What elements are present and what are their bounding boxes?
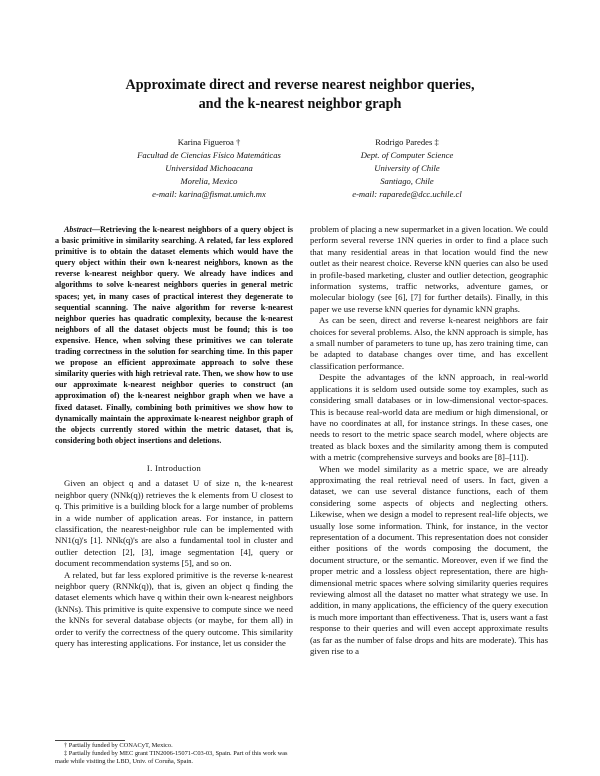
right-column bbox=[310, 224, 548, 657]
author-location: Santiago, Chile bbox=[380, 176, 434, 186]
author-block-2 bbox=[282, 136, 532, 201]
paragraph: Given an object q and a dataset U of size n, the k-nearest neighbor query (NNk(q)) retrieves the k elements from U closest to q. This primitive is a building block for a large number of problems in a wide number of application areas. For instance, in pattern classification, the nearest-neighbor rule can be implemented with NN1(q)'s [1]. NNk(q)'s are also a fundamental tool in cluster and outlier detection [2], [3], image segmentation [4], query or document recommendation systems [5], and so on. bbox=[55, 478, 293, 569]
footnotes bbox=[55, 742, 293, 767]
author-email: e-mail: karina@fismat.umich.mx bbox=[152, 189, 266, 199]
section-heading-introduction: I. Introduction bbox=[146, 462, 202, 473]
abstract bbox=[55, 224, 293, 446]
author-institution: Universidad Michoacana bbox=[165, 163, 253, 173]
author-affiliation: Dept. of Computer Science bbox=[360, 150, 454, 160]
footnote: † Partially funded by CONACyT, Mexico. bbox=[64, 742, 173, 749]
author-institution: University of Chile bbox=[374, 163, 440, 173]
author-location: Morelia, Mexico bbox=[180, 176, 238, 186]
title-line-1: Approximate direct and reverse nearest neighbor queries, bbox=[125, 77, 475, 93]
paper-title bbox=[60, 76, 540, 114]
abstract-text: —Retrieving the k-nearest neighbors of a query object is a basic primitive in similarity searching. A related, far less explored primitive is to obtain the dataset elements which would have the query object within their own k-nearest neighbors, known as the reverse k-nearest neighbor query. We already have indices and algorithms to solve k-nearest neighbors queries in general metric spaces; yet, in many cases of practical interest they degenerate to sequential scanning. The naive algorithm for reverse k-nearest neighbor queries has quadratic complexity, because the k-nearest neighbors of all the dataset objects must be found; this is too expensive. Hence, when solving these primitives we can tolerate trading correctness in the solution for searching time. In this paper we propose an efficient approximate approach to solve these similarity queries with high retrieval rate. Then, we show how to use our approximate k-nearest neighbor queries to construct (an approximation of) the k-nearest neighbor graph when we have a fixed dataset. Finally, combining both primitives we show how to dynamically maintain the approximate k-nearest neighbor graph of the objects currently stored within the metric dataset, that is, considering both object insertions and deletions. bbox=[55, 225, 293, 445]
title-line-2: and the k-nearest neighbor graph bbox=[198, 96, 402, 112]
abstract-lead: Abstract bbox=[64, 225, 92, 234]
footnote: ‡ Partially funded by MEC grant TIN2006-15071-C03-03, Spain. Part of this work was made while visiting the LBD, Univ. of Coruña, Spain. bbox=[55, 750, 288, 766]
author-affiliation: Facultad de Ciencias Físico Matemáticas bbox=[137, 150, 281, 160]
left-column bbox=[55, 224, 293, 649]
paragraph: problem of placing a new supermarket in a given location. We could perform several reverse 1NN queries in order to find a place such that many residential areas in that location would find the new outlet as their nearest choice. Reverse kNN queries can also be used in profile-based marketing, cluster and outlier detection, geographic information systems, traffic networks, adventure games, or molecular biology (see [6], [7] for further details). Finally, in this paper we use reverse kNN queries for dynamic kNN graphs. bbox=[310, 224, 548, 314]
paragraph: As can be seen, direct and reverse k-nearest neighbors are fair choices for several problems. Also, the kNN approach is simple, has a small number of parameters to tune up, has zero training time, can be adapted to database changes over time, and has excellent classification performance. bbox=[310, 315, 548, 371]
author-email: e-mail: raparede@dcc.uchile.cl bbox=[352, 189, 462, 199]
paragraph: A related, but far less explored primitive is the reverse k-nearest neighbor query (RNNk(q)), that is, given an object q finding the dataset elements which have q within their own k-nearest neighbors (kNNs). This primitive is quite expensive to compute since we need the kNNs for several database objects (or maybe, for them all) in order to verify the correctness of the query outcome. This similarity query has interesting applications. For instance, let us consider the bbox=[55, 569, 293, 648]
paragraph: When we model similarity as a metric space, we are already approximating the real retrieval need of users. In fact, given a dataset, we can use several distance functions, each of them considering some aspects of objects and neglecting others. Likewise, when we design a model to represent real-life objects, we usually lose some information. Think, for instance, in the vector representation of a document. This representation does not consider either positions of the words composing the document, the document structure, or the semantic. Moreover, even if we find the proper metric and a lossless object representation, there are high-dimensional metric spaces where solving similarity queries requires reviewing almost all the dataset no matter what strategy we use. In addition, in many applications, the efficiency of the query execution is much more important than effectiveness. That is, users want a fast response to their queries and will even accept approximate results (as far as the number of false drops and hits are moderate). This has given rise to a bbox=[310, 463, 548, 657]
author-name: Rodrigo Paredes ‡ bbox=[375, 137, 439, 147]
paragraph: Despite the advantages of the kNN approach, in real-world applications it is seldom used outside some toy examples, such as considering small databases or in low-dimensional vector-spaces. This is because real-world data are medium or high dimensional, or have no coordinates at all, for instance strings. In these cases, one needs to resort to the metric space search model, where objects are treated as black boxes and the similarity among them is computed with a metric (comprehensive surveys and books are [8]–[11]). bbox=[310, 372, 548, 463]
author-name: Karina Figueroa † bbox=[177, 137, 241, 147]
footnote-rule bbox=[55, 740, 125, 741]
